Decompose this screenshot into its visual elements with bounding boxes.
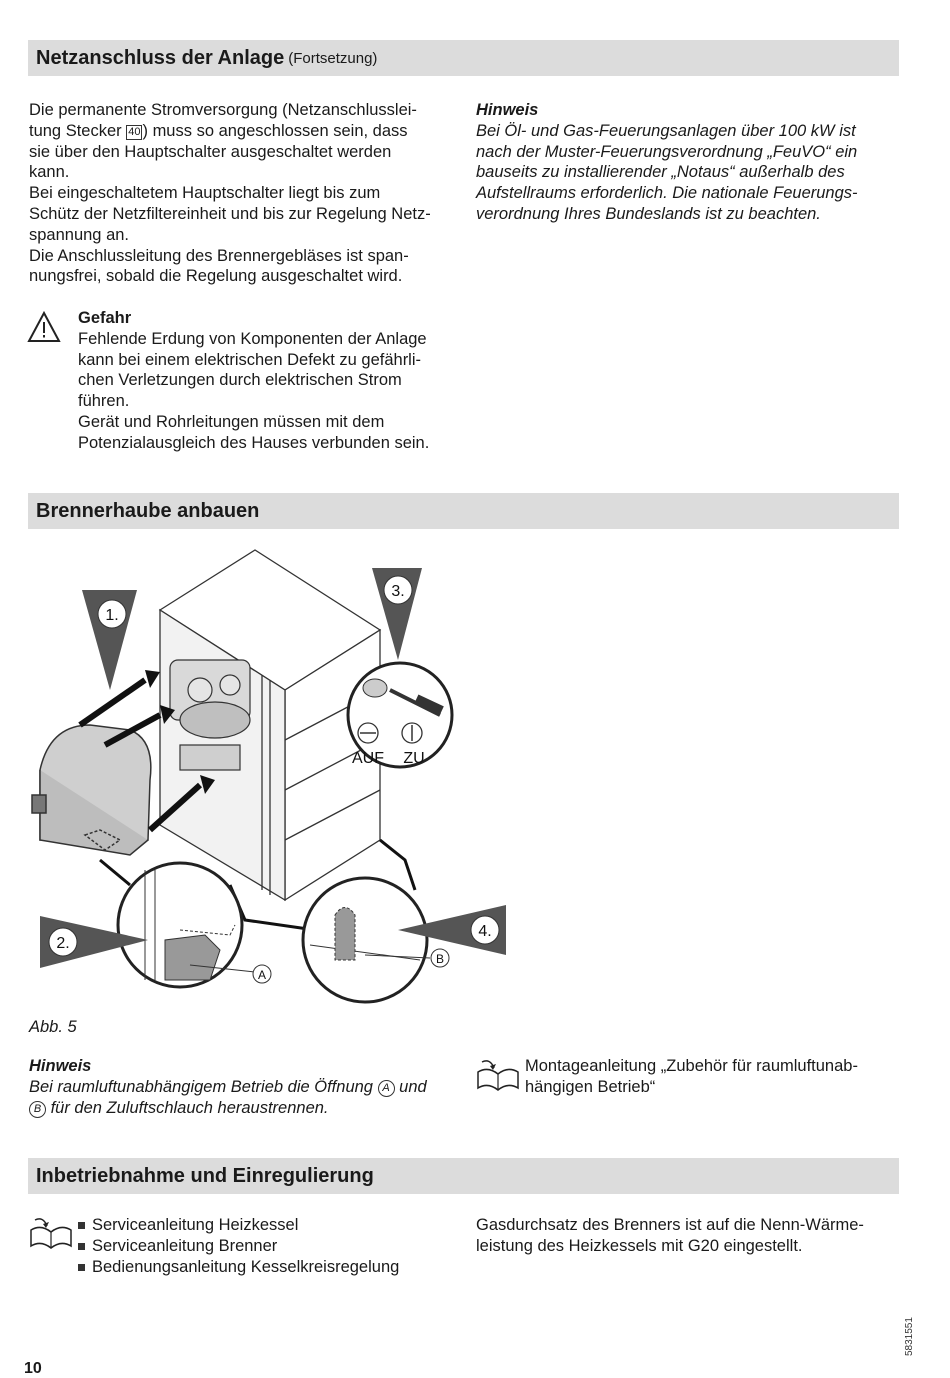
text-line: Gasdurchsatz des Brenners ist auf die Nenn-Wärme- (476, 1216, 864, 1234)
text-line (29, 1098, 459, 1119)
text-line: Gerät und Rohrleitungen müssen mit dem (78, 412, 385, 431)
text-line: nach der Muster-Feuerungsverordnung „FeuVO“ ein (476, 142, 858, 161)
note-title: Hinweis (29, 1057, 92, 1075)
manual-reference (525, 1056, 895, 1098)
text-fragment: für den Zuluftschlauch heraustrennen. (50, 1098, 329, 1117)
text-line: kann bei einem elektrischen Defekt zu gefährli- (78, 350, 422, 369)
text-fragment: tung Stecker (29, 121, 122, 140)
gas-throughput-text (476, 1215, 896, 1257)
danger-title: Gefahr (78, 309, 132, 327)
text-line: chen Verletzungen durch elektrischen Strom (78, 371, 402, 390)
list-item: Serviceanleitung Brenner (76, 1236, 466, 1257)
section-title: Brennerhaube anbauen (36, 499, 260, 522)
text-line: Schütz der Netzfiltereinheit und bis zur Regelung Netz- (29, 204, 431, 223)
danger-notice (78, 308, 468, 454)
section-header-brennerhaube (28, 493, 899, 529)
page-number: 10 (24, 1360, 42, 1377)
text-line: kann. (29, 163, 70, 182)
plug-number-box: 40 (128, 125, 141, 138)
text-line: spannung an. (29, 225, 130, 244)
text-line: Die Anschlussleitung des Brennergebläses ist span- (29, 246, 409, 265)
text-line: sie über den Hauptschalter ausgeschaltet werden (29, 142, 392, 161)
callout-a: A (257, 968, 267, 982)
text-fragment: und (399, 1077, 427, 1096)
label-zu: ZU (403, 750, 425, 767)
burner-hood-figure (30, 540, 520, 1010)
air-intake-note (29, 1056, 459, 1118)
burner-hood (32, 725, 151, 855)
section-title: Netzanschluss der Anlage (36, 46, 285, 69)
text-line (29, 121, 459, 142)
text-fragment: Bei raumluftunabhängigem Betrieb die Öffnung (29, 1077, 373, 1096)
figure-caption: Abb. 5 (29, 1018, 77, 1036)
text-line: Bei eingeschaltetem Hauptschalter liegt bis zum (29, 184, 381, 203)
text-line (29, 1077, 459, 1098)
text-line: leistung des Heizkessels mit G20 eingestellt. (476, 1236, 803, 1255)
step-1-label: 1. (105, 607, 119, 624)
text-line: Bei Öl- und Gas-Feuerungsanlagen über 100 kW ist (476, 121, 856, 140)
step-3-label: 3. (391, 583, 405, 600)
text-line: bauseits zu installierender „Notaus“ außerhalb des (476, 163, 845, 182)
text-line: Aufstellraums erforderlich. Die nationale Feuerungs- (476, 184, 858, 203)
marker-a: A (378, 1080, 395, 1097)
lock-detail-circle (348, 663, 452, 767)
text-line: Montageanleitung „Zubehör für raumluftunab- (525, 1057, 858, 1075)
marker-b: B (29, 1101, 46, 1118)
document-id: 5831551 (904, 1317, 915, 1356)
emergency-stop-note (476, 100, 896, 225)
text-line: verordnung Ihres Bundeslands ist zu beachten. (476, 204, 821, 223)
opening-a-detail (118, 863, 271, 987)
section-header-inbetriebnahme (28, 1158, 899, 1194)
warning-triangle-icon (27, 310, 61, 344)
step-4-label: 4. (478, 923, 492, 940)
open-book-icon (474, 1058, 522, 1092)
text-fragment: ) muss so angeschlossen sein, dass (142, 121, 408, 140)
text-line: Die permanente Stromversorgung (Netzanschlusslei- (29, 101, 417, 119)
step-2-label: 2. (56, 935, 70, 952)
text-line: Potenzialausgleich des Hauses verbunden sein. (78, 433, 430, 452)
label-auf: AUF (352, 750, 384, 767)
opening-b-detail (303, 878, 449, 1002)
open-book-icon (27, 1216, 75, 1250)
section-header-netzanschluss (28, 40, 899, 76)
text-line: Fehlende Erdung von Komponenten der Anlage (78, 329, 427, 348)
power-supply-paragraph (29, 100, 459, 287)
section-title: Inbetriebnahme und Einregulierung (36, 1164, 374, 1187)
callout-b: B (435, 952, 445, 966)
section-title-suffix: (Fortsetzung) (288, 49, 378, 67)
text-line: führen. (78, 392, 130, 411)
manuals-list (76, 1215, 466, 1277)
list-item: Bedienungsanleitung Kesselkreisregelung (76, 1257, 466, 1278)
list-item: Serviceanleitung Heizkessel (76, 1215, 466, 1236)
text-line: nungsfrei, sobald die Regelung ausgeschaltet wird. (29, 267, 403, 286)
note-title: Hinweis (476, 101, 539, 119)
text-line: hängigen Betrieb“ (525, 1077, 656, 1096)
burner-assembly (170, 660, 250, 770)
